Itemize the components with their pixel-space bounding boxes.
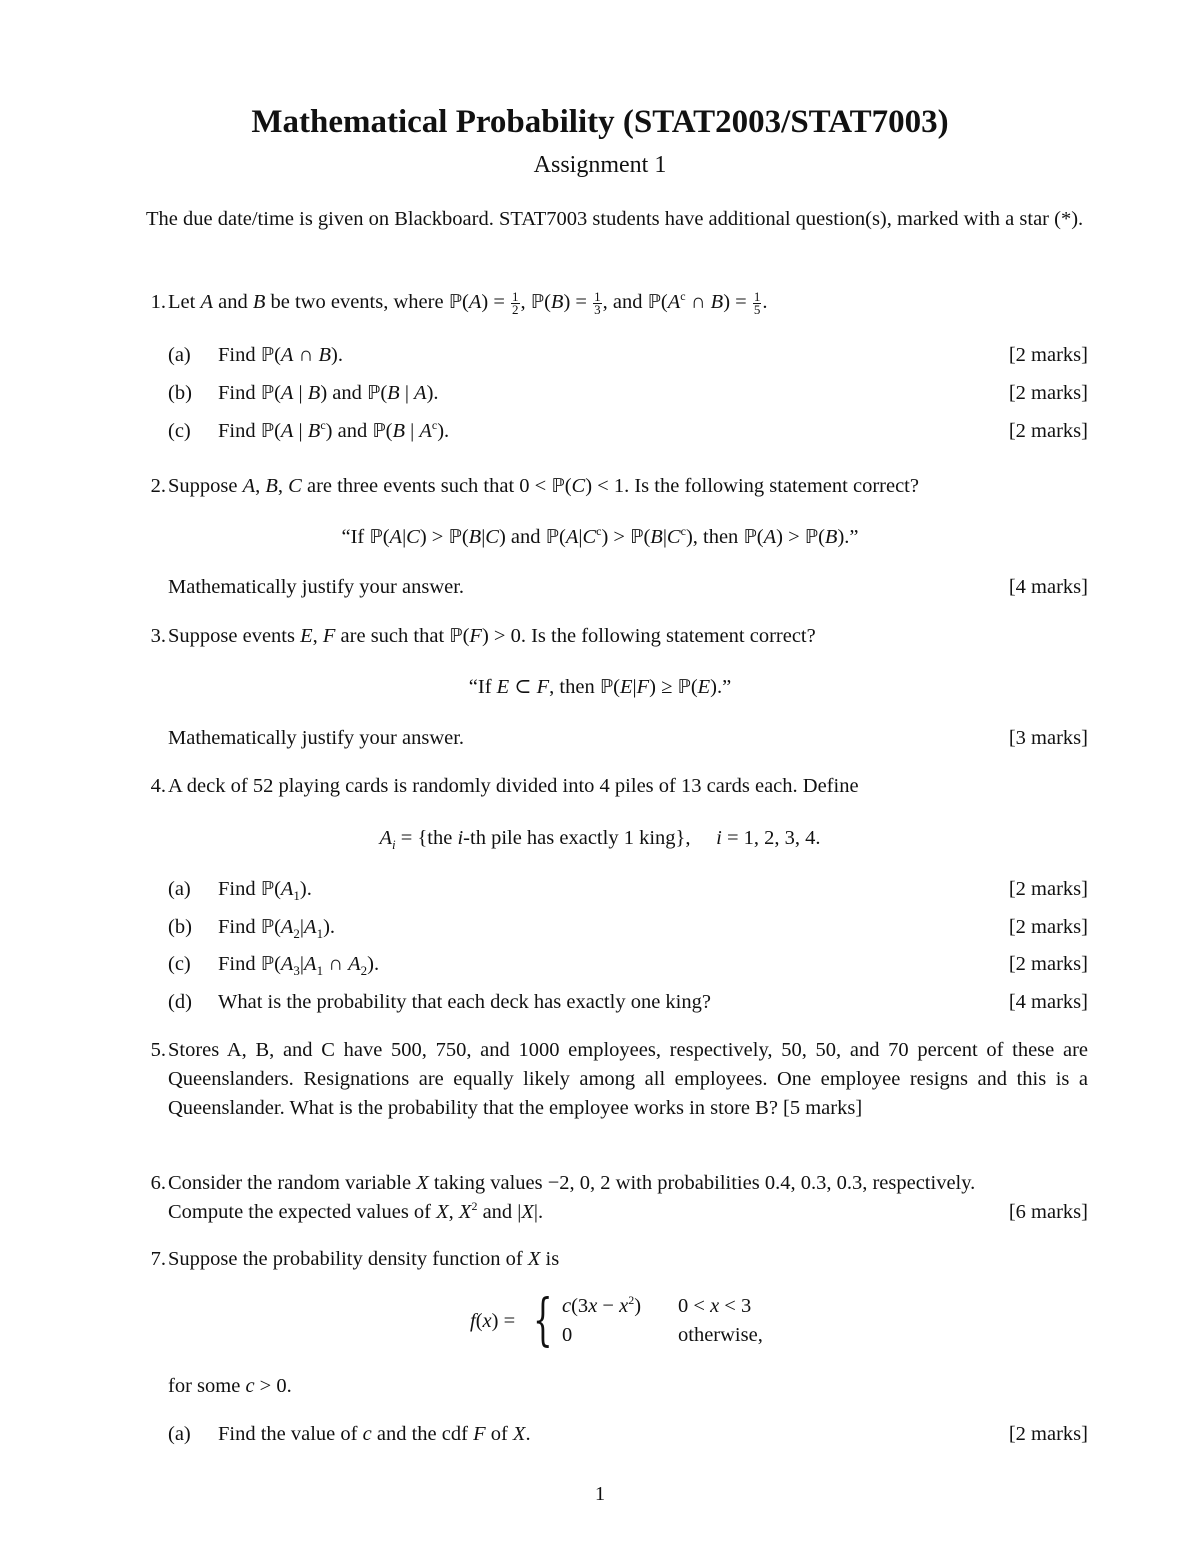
pdf-case-1: $c(3x - x^2)$: [562, 1293, 642, 1317]
part-marks: [2 marks]: [1008, 344, 1088, 366]
part-marks: [4 marks]: [1008, 991, 1088, 1013]
question-text: Consider the random variable X taking values −2, 0, 2 with probabilities 0.4, 0.3, 0.3, respectively. Compute the expected values of X, $X^2$ and |X|.: [168, 1172, 976, 1223]
question-marks: [3 marks]: [1008, 727, 1088, 749]
intro-paragraph: The due date/time is given on Blackboard. STAT7003 students have additional question(s), marked with a star (*).: [146, 208, 1084, 230]
question-number: 4.: [150, 775, 166, 797]
question-1a: [168, 341, 1088, 370]
part-marks: [2 marks]: [1008, 382, 1088, 404]
question-text: Suppose A, B, C are three events such that 0 < ℙ(C) < 1. Is the following statement correct?: [168, 475, 919, 497]
question-text: Suppose events E, F are such that ℙ(F) > 0. Is the following statement correct?: [168, 625, 816, 647]
question-7-lead: Suppose the probability density function of: [168, 1248, 523, 1270]
part-text: Find the value of c and the cdf F of X.: [218, 1423, 531, 1445]
pdf-case-2: 0: [562, 1324, 573, 1346]
part-text: Find $ℙ(A_2|A_1)$.: [218, 916, 336, 942]
part-marks: [2 marks]: [1008, 953, 1088, 975]
question-2: [112, 472, 1088, 501]
page-number: 1: [594, 1483, 606, 1505]
question-marks: [6 marks]: [1008, 1201, 1088, 1223]
part-label: (d): [168, 991, 192, 1013]
question-text: Stores A, B, and C have 500, 750, and 1000 employees, respectively, 50, 50, and 70 percent of these are Queenslanders. Resignations are equally likely among all employees. One employee resigns and this is a Queenslander. What is the probability that the employee works in store B? [5 marks]: [168, 1039, 1088, 1119]
part-text: Find ℙ(A | B) and ℙ(B | A).: [218, 382, 439, 404]
question-5: [112, 1036, 1088, 1123]
part-text: What is the probability that each deck has exactly one king?: [218, 991, 711, 1013]
justify-text: Mathematically justify your answer.: [168, 727, 465, 749]
left-brace: {: [533, 1288, 553, 1353]
document-title: Mathematical Probability (STAT2003/STAT7003): [251, 104, 949, 140]
part-label: (a): [168, 1423, 191, 1445]
question-2-justify: [168, 573, 1088, 602]
part-label: (b): [168, 382, 192, 404]
question-1: [112, 288, 1088, 317]
part-text: Find $ℙ(A_3|A_1$ ∩ $A_2$).: [218, 953, 380, 979]
question-4-definition: $A_i = \{the$ i-th pile has exactly 1 king}, i = 1, 2, 3, 4.: [379, 827, 821, 853]
question-number: 2.: [150, 475, 166, 497]
question-1b: [168, 379, 1088, 408]
question-number: 3.: [150, 625, 166, 647]
part-label: (c): [168, 420, 191, 442]
pdf-domain-1: 0 < x < 3: [678, 1295, 752, 1317]
question-text: Suppose the probability density function of X is: [168, 1248, 560, 1270]
question-text: Let A and B be two events, where ℙ(A) = $\frac{1}{2}$ , ℙ(B) = $\frac{1}{3}$ , and $ℙ(A^c$ ∩ B) = $\frac{1}{5}$ .: [168, 288, 768, 317]
part-text: Find ℙ(A ∩ B).: [218, 344, 343, 366]
part-label: (a): [168, 344, 191, 366]
question-number: 6.: [150, 1172, 166, 1194]
pdf-piecewise-formula: [0, 1290, 1200, 1354]
question-number: 5.: [150, 1039, 166, 1061]
question-4c: [168, 950, 1088, 979]
question-7: [112, 1245, 1088, 1274]
question-7-condition: for some c > 0.: [168, 1375, 292, 1397]
question-7a: [168, 1420, 1088, 1449]
document-subtitle: Assignment 1: [533, 152, 667, 178]
justify-text: Mathematically justify your answer.: [168, 576, 465, 598]
question-6: [112, 1169, 1088, 1227]
question-4a: [168, 875, 1088, 904]
part-marks: [2 marks]: [1008, 916, 1088, 938]
part-text: Find ℙ(A | $B^c$) and ℙ(B | $A^c$).: [218, 418, 450, 442]
part-marks: [2 marks]: [1008, 420, 1088, 442]
question-text: A deck of 52 playing cards is randomly divided into 4 piles of 13 cards each. Define: [168, 775, 859, 797]
part-marks: [2 marks]: [1008, 878, 1088, 900]
question-3-justify: [168, 724, 1088, 753]
part-label: (a): [168, 878, 191, 900]
part-label: (b): [168, 916, 192, 938]
question-3-statement: “If E ⊂ F, then ℙ(E|F) ≥ ℙ(E).”: [468, 676, 732, 698]
part-label: (c): [168, 953, 191, 975]
pdf-domain-2: otherwise,: [678, 1324, 763, 1346]
question-2-statement: “If ℙ(A|C) > ℙ(B|C) and $ℙ(A|C^c)$ > $ℙ(B|C^c)$, then ℙ(A) > ℙ(B).”: [341, 524, 859, 548]
question-3: [112, 622, 1088, 651]
part-text: Find $ℙ(A_1)$.: [218, 878, 312, 904]
question-number: 1.: [150, 291, 166, 313]
question-number: 7.: [150, 1248, 166, 1270]
part-marks: [2 marks]: [1008, 1423, 1088, 1445]
pdf-lhs: f(x) =: [470, 1310, 516, 1332]
question-4b: [168, 913, 1088, 942]
question-4d: [168, 988, 1088, 1017]
question-1c: [168, 417, 1088, 446]
question-marks: [4 marks]: [1008, 576, 1088, 598]
question-4: [112, 772, 1088, 801]
